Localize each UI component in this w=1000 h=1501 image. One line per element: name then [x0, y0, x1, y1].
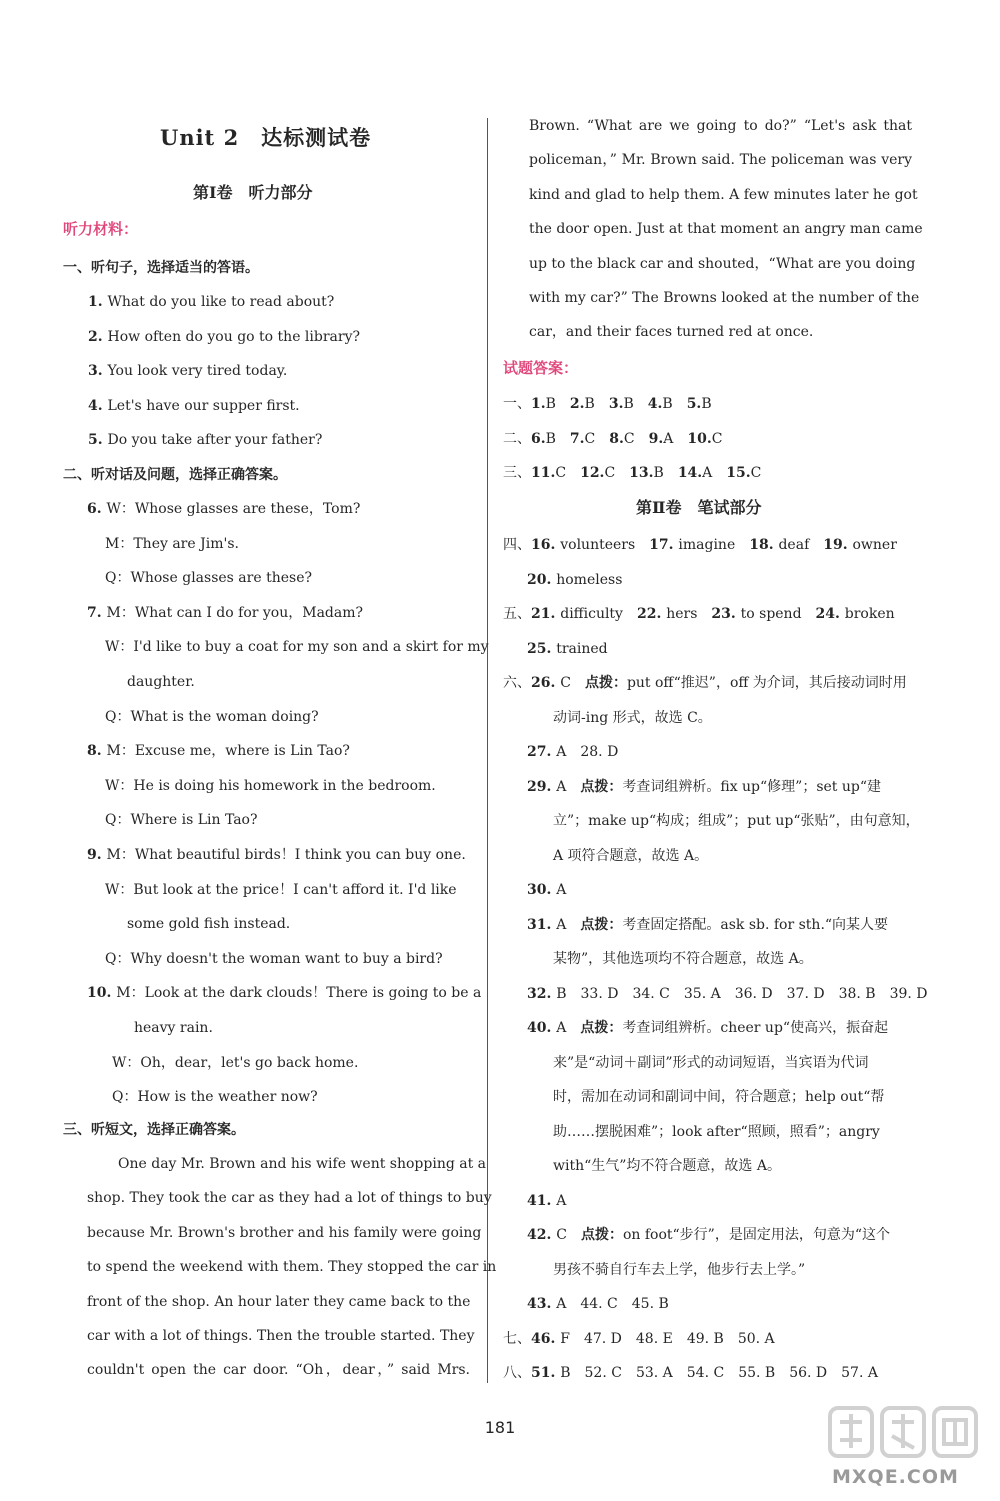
item-text: Do you take after your father?	[107, 432, 323, 449]
dialogue-line	[105, 637, 489, 657]
passage-text: kind and glad to help them. A few minutes later he got	[529, 186, 918, 203]
item-number: 4.	[88, 397, 108, 414]
answer-value: A	[556, 778, 581, 795]
answer-line	[503, 394, 712, 414]
answer-line	[553, 1122, 880, 1142]
passage-text: up to the black car and shouted，“What are you doing	[529, 255, 916, 272]
answer-number: 7.	[569, 430, 585, 447]
answer-number: 27.	[527, 744, 557, 760]
answer-value: deaf	[778, 537, 824, 553]
answer-line	[553, 846, 708, 866]
answer-value: with“生气”均不符合题意，故选 A。	[553, 1158, 781, 1174]
passage-line	[87, 1223, 482, 1243]
answer-value: C	[555, 465, 581, 481]
item-text: W：He is doing his homework in the bedroom.	[105, 777, 436, 794]
answer-line	[553, 1260, 805, 1280]
answer-value: A	[556, 882, 567, 898]
answer-value: C	[711, 430, 723, 447]
passage-text: couldn't open the car door. “Oh，dear，” said Mrs.	[87, 1362, 470, 1379]
answer-prefix: 四、	[503, 537, 531, 553]
item-text: daughter.	[127, 674, 195, 690]
answer-number: 25.	[527, 640, 557, 657]
list-item	[88, 292, 334, 312]
passage-line	[118, 1154, 487, 1174]
item-text: W：But look at the price！I can't afford it. I'd like	[105, 881, 457, 898]
answer-value: 某物”，其他选项均不符合题意，故选 A。	[553, 951, 813, 967]
answer-prefix: 一、	[503, 396, 531, 412]
answer-line	[553, 949, 813, 969]
list-item	[88, 361, 287, 381]
tip-text: 28. D	[580, 744, 619, 760]
answer-value: volunteers	[560, 537, 650, 553]
answer-number: 13.	[629, 465, 654, 481]
answer-value: C	[604, 465, 630, 481]
answer-value: 男孩不骑自行车去上学，他步行去上学。”	[553, 1261, 806, 1278]
answer-line	[503, 1363, 878, 1383]
answer-line	[553, 1156, 781, 1176]
answer-prefix: 七、	[503, 1330, 531, 1347]
passage-text: with my car?” The Browns looked at the number of the	[529, 290, 920, 306]
dialogue-line	[87, 499, 360, 519]
item-number: 10.	[87, 985, 117, 1002]
answer-prefix: 六、	[503, 675, 531, 691]
item-text: M：Excuse me，where is Lin Tao?	[106, 743, 350, 760]
item-text: Q：Why doesn't the woman want to buy a bird?	[105, 950, 443, 967]
answer-number: 32.	[527, 985, 557, 1002]
answer-number: 5.	[686, 396, 702, 412]
passage-line	[529, 219, 923, 239]
tip-label: 点拨：	[584, 675, 627, 691]
dialogue-line	[112, 1087, 318, 1107]
answer-number: 1.	[531, 396, 546, 412]
answer-value: to spend	[740, 606, 816, 622]
dialogue-line	[105, 949, 443, 969]
passage-line	[529, 116, 912, 136]
answer-value: C	[556, 1227, 581, 1243]
passage-text: shop. They took the car as they had a lot of things to buy	[87, 1190, 492, 1207]
list-item	[88, 430, 322, 450]
page-number: 181	[484, 1418, 516, 1437]
item-number: 8.	[87, 743, 107, 760]
dialogue-line	[105, 810, 257, 830]
listening-material-label: 听力材料：	[63, 220, 139, 238]
answer-line	[503, 463, 761, 483]
answer-prefix: 八、	[503, 1365, 531, 1381]
answer-number: 12.	[580, 465, 605, 481]
tip-label: 点拨：	[580, 1020, 623, 1036]
answer-line	[553, 1053, 868, 1073]
answer-value: C	[584, 430, 610, 447]
answer-line	[503, 673, 907, 693]
passage-line	[529, 322, 813, 342]
passage-line	[87, 1326, 475, 1346]
answer-value: B	[584, 396, 609, 412]
answer-line	[527, 1225, 890, 1245]
answer-line	[527, 742, 618, 762]
tip-text: on foot“步行”，是固定用法，句意为“这个	[622, 1227, 890, 1243]
passage-line	[87, 1188, 492, 1208]
answer-value: A	[556, 916, 581, 933]
answer-number: 11.	[531, 465, 556, 481]
passage-text: Brown. “What are we going to do?” “Let's ask that	[529, 118, 912, 134]
page-title: Unit 2 达标测试卷	[160, 125, 372, 150]
tip-text: 考查词组辨析。cheer up“使高兴，振奋起	[622, 1020, 889, 1036]
dialogue-line	[105, 776, 436, 796]
passage-line	[529, 150, 912, 170]
answer-value: 立”；make up“构成；组成”；put up“张贴”，由句意知，	[553, 813, 920, 829]
item-text: Let's have our supper first.	[107, 397, 300, 414]
answer-value: owner	[852, 537, 897, 553]
item-text: some gold fish instead.	[127, 916, 291, 933]
tip-label: 点拨：	[580, 916, 623, 933]
answer-line	[527, 984, 928, 1004]
answer-number: 6.	[531, 430, 546, 447]
item-text: M：What beautiful birds！I think you can buy one.	[106, 847, 466, 863]
part2-title: 第Ⅱ卷 笔试部分	[636, 498, 762, 517]
answer-number: 31.	[527, 916, 557, 933]
passage-line	[529, 185, 918, 205]
answer-number: 19.	[823, 537, 853, 553]
answer-value: 时，需加在动词和副词中间，符合题意；help out“帮	[553, 1089, 885, 1105]
answer-number: 46.	[531, 1330, 561, 1347]
answer-value: homeless	[556, 571, 623, 588]
item-text: Q：How is the weather now?	[112, 1089, 318, 1106]
answer-value: F 47. D 48. E 49. B 50. A	[560, 1330, 775, 1347]
answer-value: C	[623, 430, 649, 447]
item-text: What do you like to read about?	[107, 294, 335, 310]
item-number: 7.	[87, 604, 107, 621]
answer-value: A	[556, 1192, 567, 1209]
answer-line	[527, 570, 622, 590]
answer-number: 10.	[687, 430, 712, 447]
answer-number: 8.	[609, 430, 624, 447]
answer-number: 40.	[527, 1020, 557, 1036]
answer-prefix: 三、	[503, 465, 531, 481]
answer-number: 9.	[648, 430, 664, 447]
passage-text: car with a lot of things. Then the trouble started. They	[87, 1328, 475, 1344]
passage-line	[87, 1257, 497, 1277]
answer-number: 2.	[569, 396, 585, 412]
section3-heading: 三、听短文，选择正确答案。	[63, 1122, 245, 1138]
item-number: 1.	[88, 294, 108, 310]
answer-value: 来”是“动词＋副词”形式的动词短语，当宾语为代词	[553, 1054, 869, 1071]
watermark-text: MXQE.COM	[832, 1466, 959, 1488]
answer-line	[553, 708, 712, 728]
item-text: W：Oh，dear，let's go back home.	[112, 1054, 359, 1071]
answer-line	[503, 429, 722, 449]
dialogue-line	[127, 914, 290, 934]
answers-label: 试题答案：	[503, 359, 579, 377]
tip-text: put off“推迟”，off 为介词，其后接动词时用	[626, 675, 907, 691]
tip-text: 考查固定搭配。ask sb. for sth.“向某人要	[622, 916, 889, 933]
dialogue-line	[105, 534, 239, 554]
item-text: M：Look at the dark clouds！There is going to be a	[116, 985, 482, 1002]
item-number: 5.	[88, 432, 108, 449]
answer-value: B	[653, 465, 678, 481]
dialogue-line	[105, 707, 319, 727]
answer-number: 18.	[749, 537, 779, 553]
answer-value: broken	[844, 606, 895, 622]
passage-line	[529, 254, 916, 274]
dialogue-line	[112, 1053, 358, 1073]
dialogue-line	[87, 845, 466, 865]
answer-number: 22.	[636, 606, 667, 622]
passage-line	[529, 288, 920, 308]
answer-value: 助……摆脱困难”；look after“照顾，照看”；angry	[553, 1123, 880, 1140]
answer-value: A 44. C 45. B	[556, 1296, 669, 1312]
item-text: Q：What is the woman doing?	[105, 708, 319, 725]
dialogue-line	[134, 1018, 213, 1038]
answer-prefix: 二、	[503, 430, 531, 447]
answer-number: 20.	[527, 571, 557, 588]
answer-value: C	[750, 465, 762, 481]
passage-text: the door open. Just at that moment an angry man came	[529, 221, 923, 238]
answer-value: 动词-ing 形式，故选 C。	[553, 709, 712, 726]
answer-line	[553, 811, 920, 831]
answer-number: 41.	[527, 1192, 557, 1209]
item-text: How often do you go to the library?	[107, 328, 360, 345]
answer-value: C	[560, 675, 585, 691]
passage-text: One day Mr. Brown and his wife went shopping at a	[118, 1156, 487, 1172]
answer-value: A	[663, 430, 688, 447]
item-text: M：What can I do for you，Madam?	[106, 604, 364, 621]
answer-value: hers	[666, 606, 712, 622]
dialogue-line	[87, 741, 350, 761]
answer-value: A 项符合题意，故选 A。	[553, 847, 709, 864]
answer-number: 51.	[531, 1365, 561, 1381]
item-text: Q：Whose glasses are these?	[105, 570, 312, 587]
answer-number: 43.	[527, 1296, 557, 1312]
answer-line	[527, 1018, 888, 1038]
answer-line	[527, 915, 888, 935]
answer-number: 26.	[531, 675, 561, 691]
answer-value: B	[545, 396, 570, 412]
item-text: You look very tired today.	[107, 363, 288, 380]
dialogue-line	[105, 568, 312, 588]
item-number: 3.	[88, 363, 108, 380]
item-text: M：They are Jim's.	[105, 535, 239, 552]
item-text: W：Whose glasses are these，Tom?	[106, 501, 361, 517]
dialogue-line	[127, 672, 195, 692]
answer-line	[527, 880, 566, 900]
answer-value: B	[662, 396, 687, 412]
answer-value: A	[702, 465, 727, 481]
answer-line	[503, 604, 895, 624]
tip-text: 考查词组辨析。fix up“修理”；set up“建	[622, 778, 882, 795]
answer-value: B	[545, 430, 570, 447]
answer-line	[527, 1294, 669, 1314]
section1-heading: 一、听句子，选择适当的答语。	[63, 260, 259, 276]
answer-value: A	[556, 1020, 581, 1036]
answer-value: B 33. D 34. C 35. A 36. D 37. D 38. B 39. D	[556, 985, 928, 1002]
passage-line	[87, 1360, 470, 1380]
answer-value: B	[701, 396, 712, 412]
passage-text: policeman，” Mr. Brown said. The policeman was very	[529, 152, 912, 169]
answer-number: 14.	[677, 465, 703, 481]
part1-title: 第Ⅰ卷 听力部分	[193, 183, 313, 202]
answer-number: 29.	[527, 778, 557, 795]
item-text: Q：Where is Lin Tao?	[105, 812, 258, 829]
answer-number: 15.	[726, 465, 751, 481]
answer-number: 4.	[647, 396, 663, 412]
item-number: 9.	[87, 847, 107, 863]
item-number: 2.	[88, 328, 108, 345]
answer-line	[527, 639, 608, 659]
passage-text: to spend the weekend with them. They stopped the car in	[87, 1259, 497, 1276]
tip-label: 点拨：	[580, 1227, 623, 1243]
answer-number: 23.	[711, 606, 741, 622]
answer-value: imagine	[678, 537, 750, 553]
list-item	[88, 396, 300, 416]
passage-text: because Mr. Brown's brother and his family were going	[87, 1224, 482, 1241]
tip-label: 点拨：	[580, 778, 623, 795]
answer-number: 17.	[649, 537, 679, 553]
answer-number: 3.	[608, 396, 624, 412]
answer-line	[503, 535, 897, 555]
dialogue-line	[87, 983, 481, 1003]
answer-line	[527, 1191, 566, 1211]
list-item	[88, 327, 360, 347]
dialogue-line	[87, 603, 363, 623]
passage-text: car，and their faces turned red at once.	[529, 324, 814, 341]
item-text: heavy rain.	[134, 1020, 213, 1036]
answer-number: 42.	[527, 1227, 557, 1243]
answer-prefix: 五、	[503, 606, 531, 622]
answer-number: 16.	[531, 537, 561, 553]
answer-number: 24.	[815, 606, 845, 622]
answer-value: trained	[556, 640, 608, 657]
answer-value: B	[623, 396, 648, 412]
passage-text: front of the shop. An hour later they came back to the	[87, 1293, 471, 1310]
item-text: W：I'd like to buy a coat for my son and a skirt for my	[105, 639, 489, 656]
answer-line	[527, 777, 881, 797]
item-number: 6.	[87, 501, 107, 517]
passage-line	[87, 1292, 470, 1312]
answer-value: A	[556, 744, 581, 760]
section2-heading: 二、听对话及问题，选择正确答案。	[63, 467, 287, 483]
answer-number: 21.	[531, 606, 561, 622]
answer-number: 30.	[527, 882, 557, 898]
answer-value: difficulty	[560, 606, 637, 622]
answer-line	[553, 1087, 884, 1107]
dialogue-line	[105, 880, 457, 900]
answer-line	[503, 1329, 775, 1349]
answer-value: B 52. C 53. A 54. C 55. B 56. D 57. A	[560, 1365, 878, 1381]
